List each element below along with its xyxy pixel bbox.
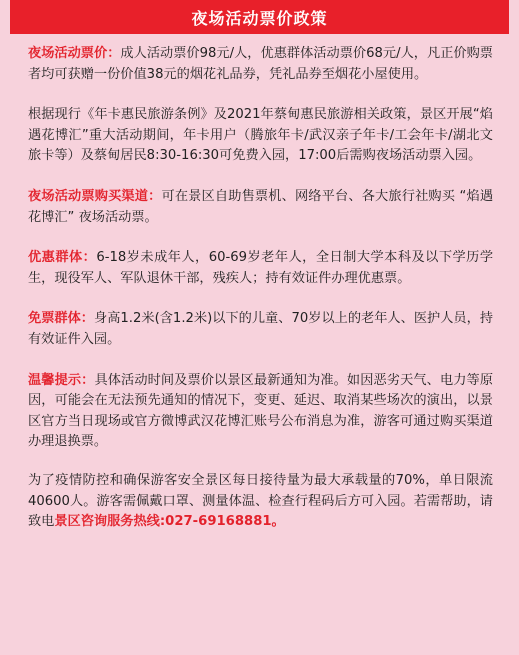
paragraph-text: 具体活动时间及票价以景区最新通知为准。如因恶劣天气、电力等原因，可能会在无法预先通知的情况下，变更、延迟、取消某些场次的演出，以景区官方当日现场或官方微博武汉花博汇账号公布消息为准，游客可通过购买渠道办理退换票。	[28, 372, 494, 450]
paragraph-label: 温馨提示：	[28, 372, 95, 388]
paragraph-text: 根据现行《年卡惠民旅游条例》及2021年蔡甸惠民旅游相关政策，景区开展“焰遇花博汇”重大活动期间，年卡用户（腾旅年卡/武汉亲子年卡/工会年卡/湖北文旅卡等）及蔡甸居民8:30-16:30可免费入园，17:00后需购夜场活动票入园。	[28, 107, 493, 164]
paragraph-epidemic-control	[28, 471, 493, 533]
paragraph-text: 成人活动票价98元/人，优惠群体活动票价68元/人，凡正价购票者均可获赠一份价值38元的烟花礼品券，凭礼品券至烟花小屋使用。	[28, 46, 493, 82]
paragraph-purchase-channels	[28, 187, 493, 228]
paragraph-text: 身高1.2米(含1.2米)以下的儿童、70岁以上的老年人、医护人员，持有效证件入园。	[28, 311, 494, 347]
paragraph-text: 6-18岁未成年人，60-69岁老年人，全日制大学本科及以下学历学生，现役军人、军队退休干部，残疾人；持有效证件办理优惠票。	[28, 250, 494, 286]
hotline-text: 景区咨询服务热线:027-69168881。	[54, 514, 285, 530]
paragraph-label: 夜场活动票价：	[28, 46, 121, 61]
paragraph-discount-groups	[28, 248, 493, 289]
paragraph-annual-card-policy	[28, 105, 493, 167]
paragraph-text: 为了疫情防控和确保游客安全景区每日接待量为最大承载量的70%，单日限流40600人。游客需佩戴口罩、测量体温、检查行程码后方可入园。若需帮助，请致电	[28, 472, 493, 530]
paragraph-label: 优惠群体：	[28, 250, 97, 266]
paragraph-label: 夜场活动票购买渠道：	[28, 188, 162, 204]
paragraph-text: 可在景区自助售票机、网络平台、各大旅行社购买 “焰遇花博汇” 夜场活动票。	[28, 188, 494, 225]
policy-content	[28, 44, 493, 553]
paragraph-night-ticket-price	[28, 44, 493, 85]
title-banner	[10, 0, 509, 34]
paragraph-free-groups	[28, 309, 493, 350]
paragraph-tips	[28, 371, 493, 453]
banner-title: 夜场活动票价政策	[191, 8, 328, 28]
paragraph-label: 免票群体：	[28, 311, 94, 327]
